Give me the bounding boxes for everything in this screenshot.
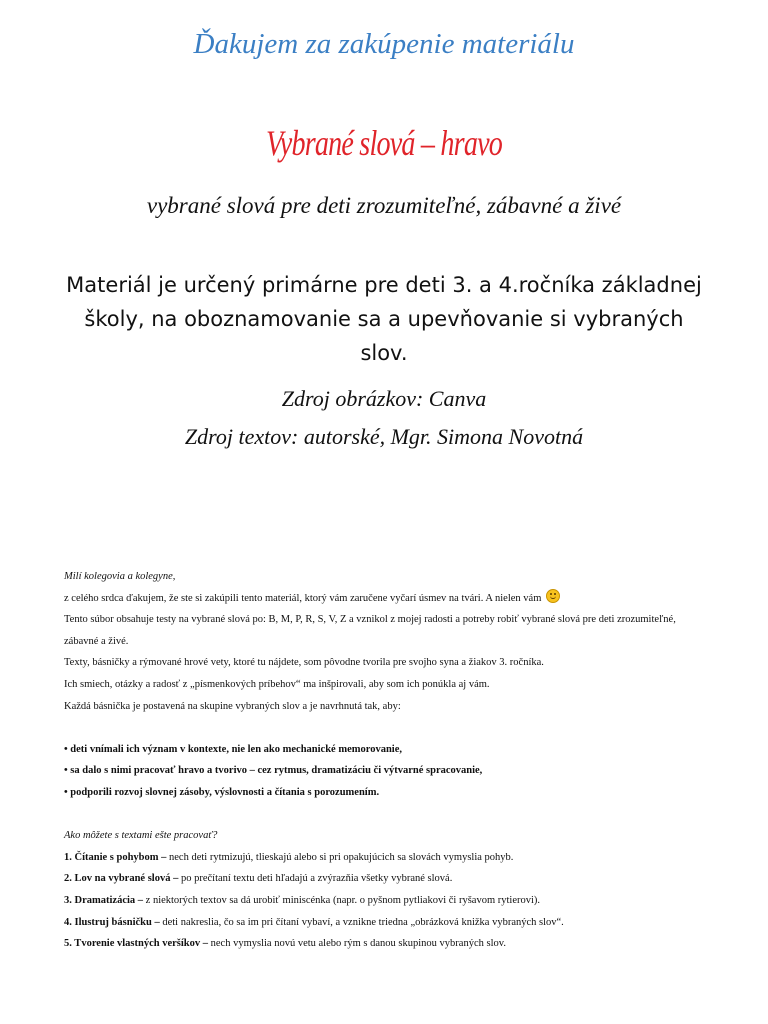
- bullet-item: • podporili rozvoj slovnej zásoby, výslovnosti a čítania s porozumením.: [64, 786, 380, 798]
- method-title: 2. Lov na vybrané slová –: [64, 873, 179, 885]
- letter-paragraph: Ich smiech, otázky a radosť z „písmenkových príbehov“ ma inšpirovali, aby som ich ponúkla aj vám.: [64, 678, 490, 690]
- letter-greeting: Milí kolegovia a kolegyne,: [64, 571, 176, 582]
- intro-line: Materiál je určený primárne pre deti 3. a 4.ročníka základnej: [66, 273, 702, 297]
- method-text: deti nakreslia, čo sa im pri čítaní vybaví, a vznikne triedna „obrázková knižka vybraných slov“.: [159, 916, 564, 928]
- intro-paragraph: [60, 268, 708, 370]
- thank-you-heading: Ďakujem za zakúpenie materiálu: [193, 28, 575, 60]
- smiley-face-icon: [546, 589, 560, 603]
- methods-question: Ako môžete s textami ešte pracovať?: [64, 830, 218, 842]
- method-text: z niektorých textov sa dá urobiť miniscénka (napr. o pyšnom pytliakovi či ryšavom rytierovi).: [143, 894, 541, 906]
- bullet-item: • sa dalo s nimi pracovať hravo a tvorivo – cez rytmus, dramatizáciu či výtvarné spracovanie,: [64, 765, 483, 777]
- letter-paragraph: Tento súbor obsahuje testy na vybrané slová po: B, M, P, R, S, V, Z a vznikol z mojej radosti a potreby robiť vybrané slová pre deti zrozumiteľné,: [64, 614, 676, 626]
- method-title: 5. Tvorenie vlastných veršíkov –: [64, 938, 208, 950]
- method-title: 4. Ilustruj básničku –: [64, 916, 160, 928]
- method-item: [64, 890, 724, 912]
- letter-paragraph-text: z celého srdca ďakujem, že ste si zakúpili tento materiál, ktorý vám zaručene vyčarí úsmev na tvári. A nielen vám: [64, 592, 542, 604]
- letter-paragraph: zábavné a živé.: [64, 635, 129, 647]
- method-title: 1. Čítanie s pohybom –: [64, 851, 167, 863]
- method-text: po prečítaní textu deti hľadajú a zvýrazňia všetky vybrané slová.: [178, 873, 453, 885]
- text-source-line: Zdroj textov: autorské, Mgr. Simona Novotná: [184, 424, 584, 449]
- method-text: nech deti rytmizujú, tlieskajú alebo si pri opakujúcich sa slovách vymyslia pohyb.: [166, 851, 514, 863]
- image-source-line: Zdroj obrázkov: Canva: [281, 386, 487, 411]
- subtitle: vybrané slová pre deti zrozumiteľné, zábavné a živé: [146, 193, 622, 218]
- method-text: nech vymyslia novú vetu alebo rým s danou skupinou vybraných slov.: [208, 938, 506, 950]
- method-item: [64, 868, 724, 890]
- script-title: Vybrané slová – hravo: [265, 123, 503, 163]
- method-item: [64, 847, 724, 869]
- letter-body: [64, 566, 724, 955]
- method-item: [64, 933, 724, 955]
- method-title: 3. Dramatizácia –: [64, 894, 144, 906]
- letter-paragraph: [64, 588, 724, 610]
- letter-paragraph: Texty, básničky a rýmované hrové vety, ktoré tu nájdete, som pôvodne tvorila pre svojho syna a žiakov 3. ročníka.: [64, 657, 544, 669]
- method-item: [64, 912, 724, 934]
- bullet-item: • deti vnímali ich význam v kontexte, nie len ako mechanické memorovanie,: [64, 743, 402, 755]
- letter-paragraph: Každá básnička je postavená na skupine vybraných slov a je navrhnutá tak, aby:: [64, 700, 401, 712]
- intro-line: školy, na oboznamovanie sa a upevňovanie si vybraných slov.: [84, 307, 684, 365]
